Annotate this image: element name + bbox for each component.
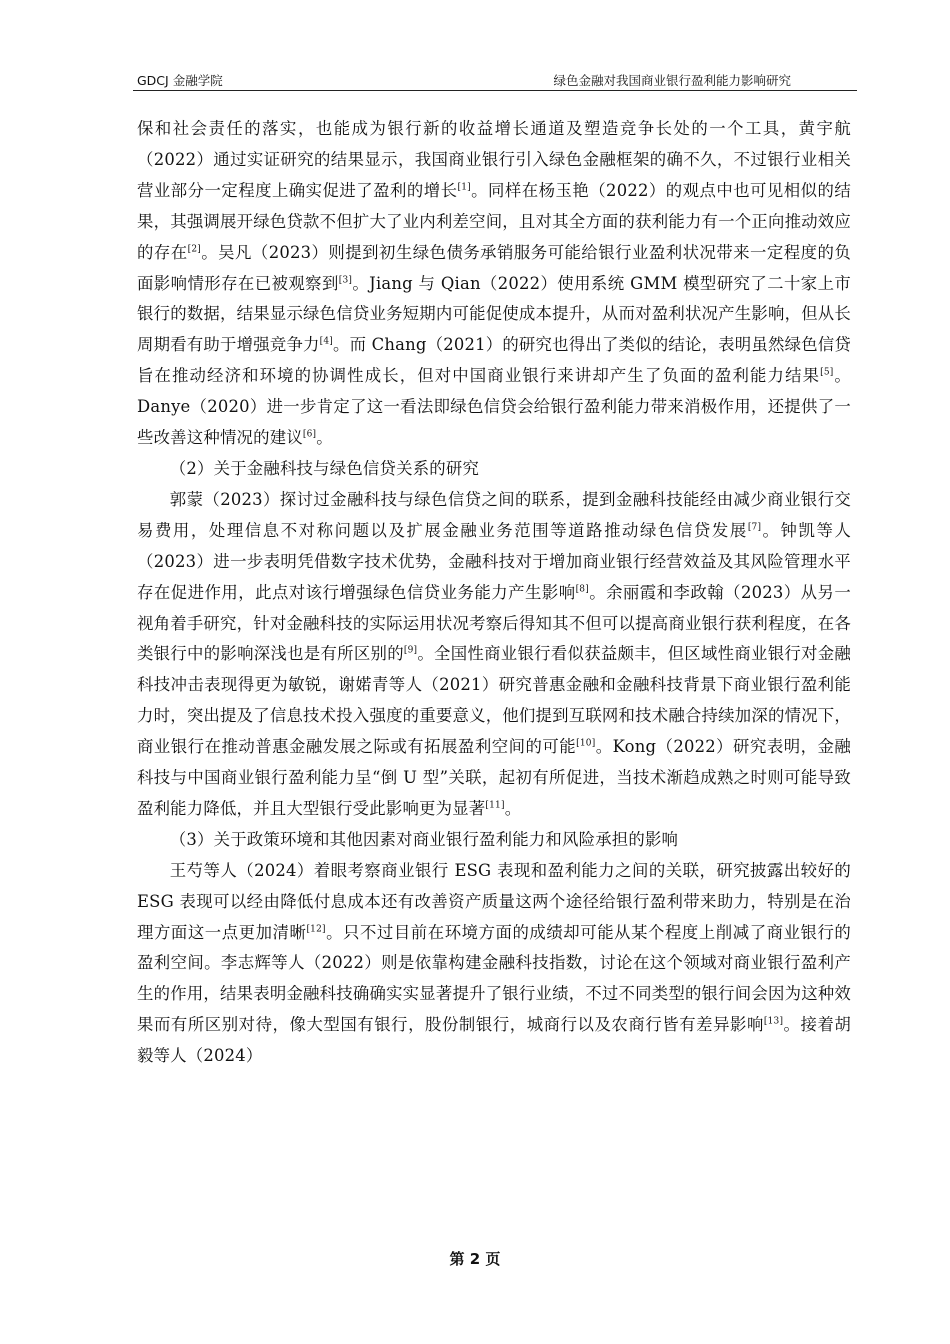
text-run: 郭蒙（2023）探讨过金融科技与绿色信贷之间的联系，提到金融科技能经由减少商业银行交易费用，处理信息不对称问题以及扩展金融业务范围等道路推动绿色信贷发展	[137, 489, 851, 540]
citation-mark: [13]	[763, 1016, 784, 1027]
paragraph	[137, 485, 851, 825]
text-run: 。吴凡（2023）则提到初生绿色债务承销服务可能给银行业盈利状况带来一定程度的负面影响情形存在已被观察到	[137, 242, 851, 293]
text-run: 。余丽霞和李政翰（2023）从另一视角着手研究，针对金融科技的实际运用状况考察后得知其不但可以提高商业银行获利程度，在各类银行中的影响深浅也是有所区别的	[137, 582, 851, 664]
section-heading	[137, 454, 851, 485]
section-heading	[137, 825, 851, 856]
citation-mark: [1]	[457, 182, 471, 193]
citation-mark: [3]	[338, 274, 353, 285]
text-run: 。Jiang 与 Qian（2022）使用系统 GMM 模型研究了二十家上市银行的数据，结果显示绿色信贷业务短期内可能促使成本提升，从而对盈利状况产生影响，但从长周期看有助于增强竞争力	[137, 273, 851, 355]
citation-mark: [6]	[302, 429, 317, 440]
citation-mark: [2]	[187, 243, 201, 254]
paragraph	[137, 856, 851, 1072]
citation-mark: [12]	[306, 923, 326, 934]
paragraph	[137, 114, 851, 454]
text-run: 。同样在杨玉艳（2022）的观点中也可见相似的结果，其强调展开绿色贷款不但扩大了业内利差空间，且对其全方面的获利能力有一个正向推动效应的存在	[137, 180, 851, 262]
text-run: 。接着胡毅等人（2024）	[137, 1015, 851, 1066]
page-header	[133, 68, 857, 91]
text-run: 保和社会责任的落实，也能成为银行新的收益增长通道及塑造竞争长处的一个工具，黄宇航（2022）通过实证研究的结果显示，我国商业银行引入绿色金融框架的确不久，不过银行业相关营业部分一定程度上确实促进了盈利的增长	[137, 119, 851, 200]
citation-mark: [5]	[820, 367, 834, 378]
text-run: 。Kong（2022）研究表明，金融科技与中国商业银行盈利能力呈“倒 U 型”关联，起初有所促进，当技术渐趋成熟之时则可能导致盈利能力降低，并且大型银行受此影响更为显著	[137, 737, 851, 818]
citation-mark: [7]	[747, 522, 762, 533]
text-run: 。全国性商业银行看似获益颇丰，但区域性商业银行对金融科技冲击表现得更为敏锐，谢婼青等人（2021）研究普惠金融和金融科技背景下商业银行盈利能力时，突出提及了信息技术投入强度的重要意义，他们提到互联网和技术融合持续加深的情况下，商业银行在推动普惠金融发展之际或有拓展盈利空间的可能	[137, 644, 852, 757]
text-run: 王芍等人（2024）着眼考察商业银行 ESG 表现和盈利能力之间的关联，研究披露出较好的 ESG 表现可以经由降低付息成本还有改善资产质量这两个途径给银行盈利带来助力，特别是在治理方面这一点更加清晰	[137, 860, 851, 942]
text-run: （2）关于金融科技与绿色信贷关系的研究	[169, 458, 480, 478]
citation-mark: [8]	[575, 583, 589, 594]
text-run: 。而 Chang（2021）的研究也得出了类似的结论，表明虽然绿色信贷旨在推动经济和环境的协调性成长，但对中国商业银行来讲却产生了负面的盈利能力结果	[137, 335, 852, 386]
citation-mark: [4]	[319, 336, 334, 347]
page-number: 第 2 页	[449, 1250, 501, 1268]
text-run: 。只不过目前在环境方面的成绩却可能从某个程度上削减了商业银行的盈利空间。李志辉等人（2022）则是依靠构建金融科技指数，讨论在这个领域对商业银行盈利产生的作用，结果表明金融科技确确实实显著提升了银行业绩，不过不同类型的银行间会因为这种效果而有所区别对待，像大型国有银行，股份制银行，城商行以及农商行皆有差异影响	[137, 922, 852, 1035]
citation-mark: [9]	[403, 645, 418, 656]
text-run: （3）关于政策环境和其他因素对商业银行盈利能力和风险承担的影响	[169, 829, 679, 849]
text-run: 。	[316, 428, 333, 448]
text-run: 。钟凯等人（2023）进一步表明凭借数字技术优势，金融科技对于增加商业银行经营效益及其风险管理水平存在促进作用，此点对该行增强绿色信贷业务能力产生影响	[137, 520, 851, 602]
header-title: 绿色金融对我国商业银行盈利能力影响研究	[553, 73, 791, 88]
text-run: 。Danye（2020）进一步肯定了这一看法即绿色信贷会给银行盈利能力带来消极作用，还提供了一些改善这种情况的建议	[137, 366, 851, 448]
citation-mark: [10]	[576, 738, 596, 749]
text-run: 。	[504, 798, 522, 818]
body-text	[137, 114, 851, 1072]
citation-mark: [11]	[485, 800, 505, 811]
header-institute: GDCJ 金融学院	[137, 73, 223, 88]
